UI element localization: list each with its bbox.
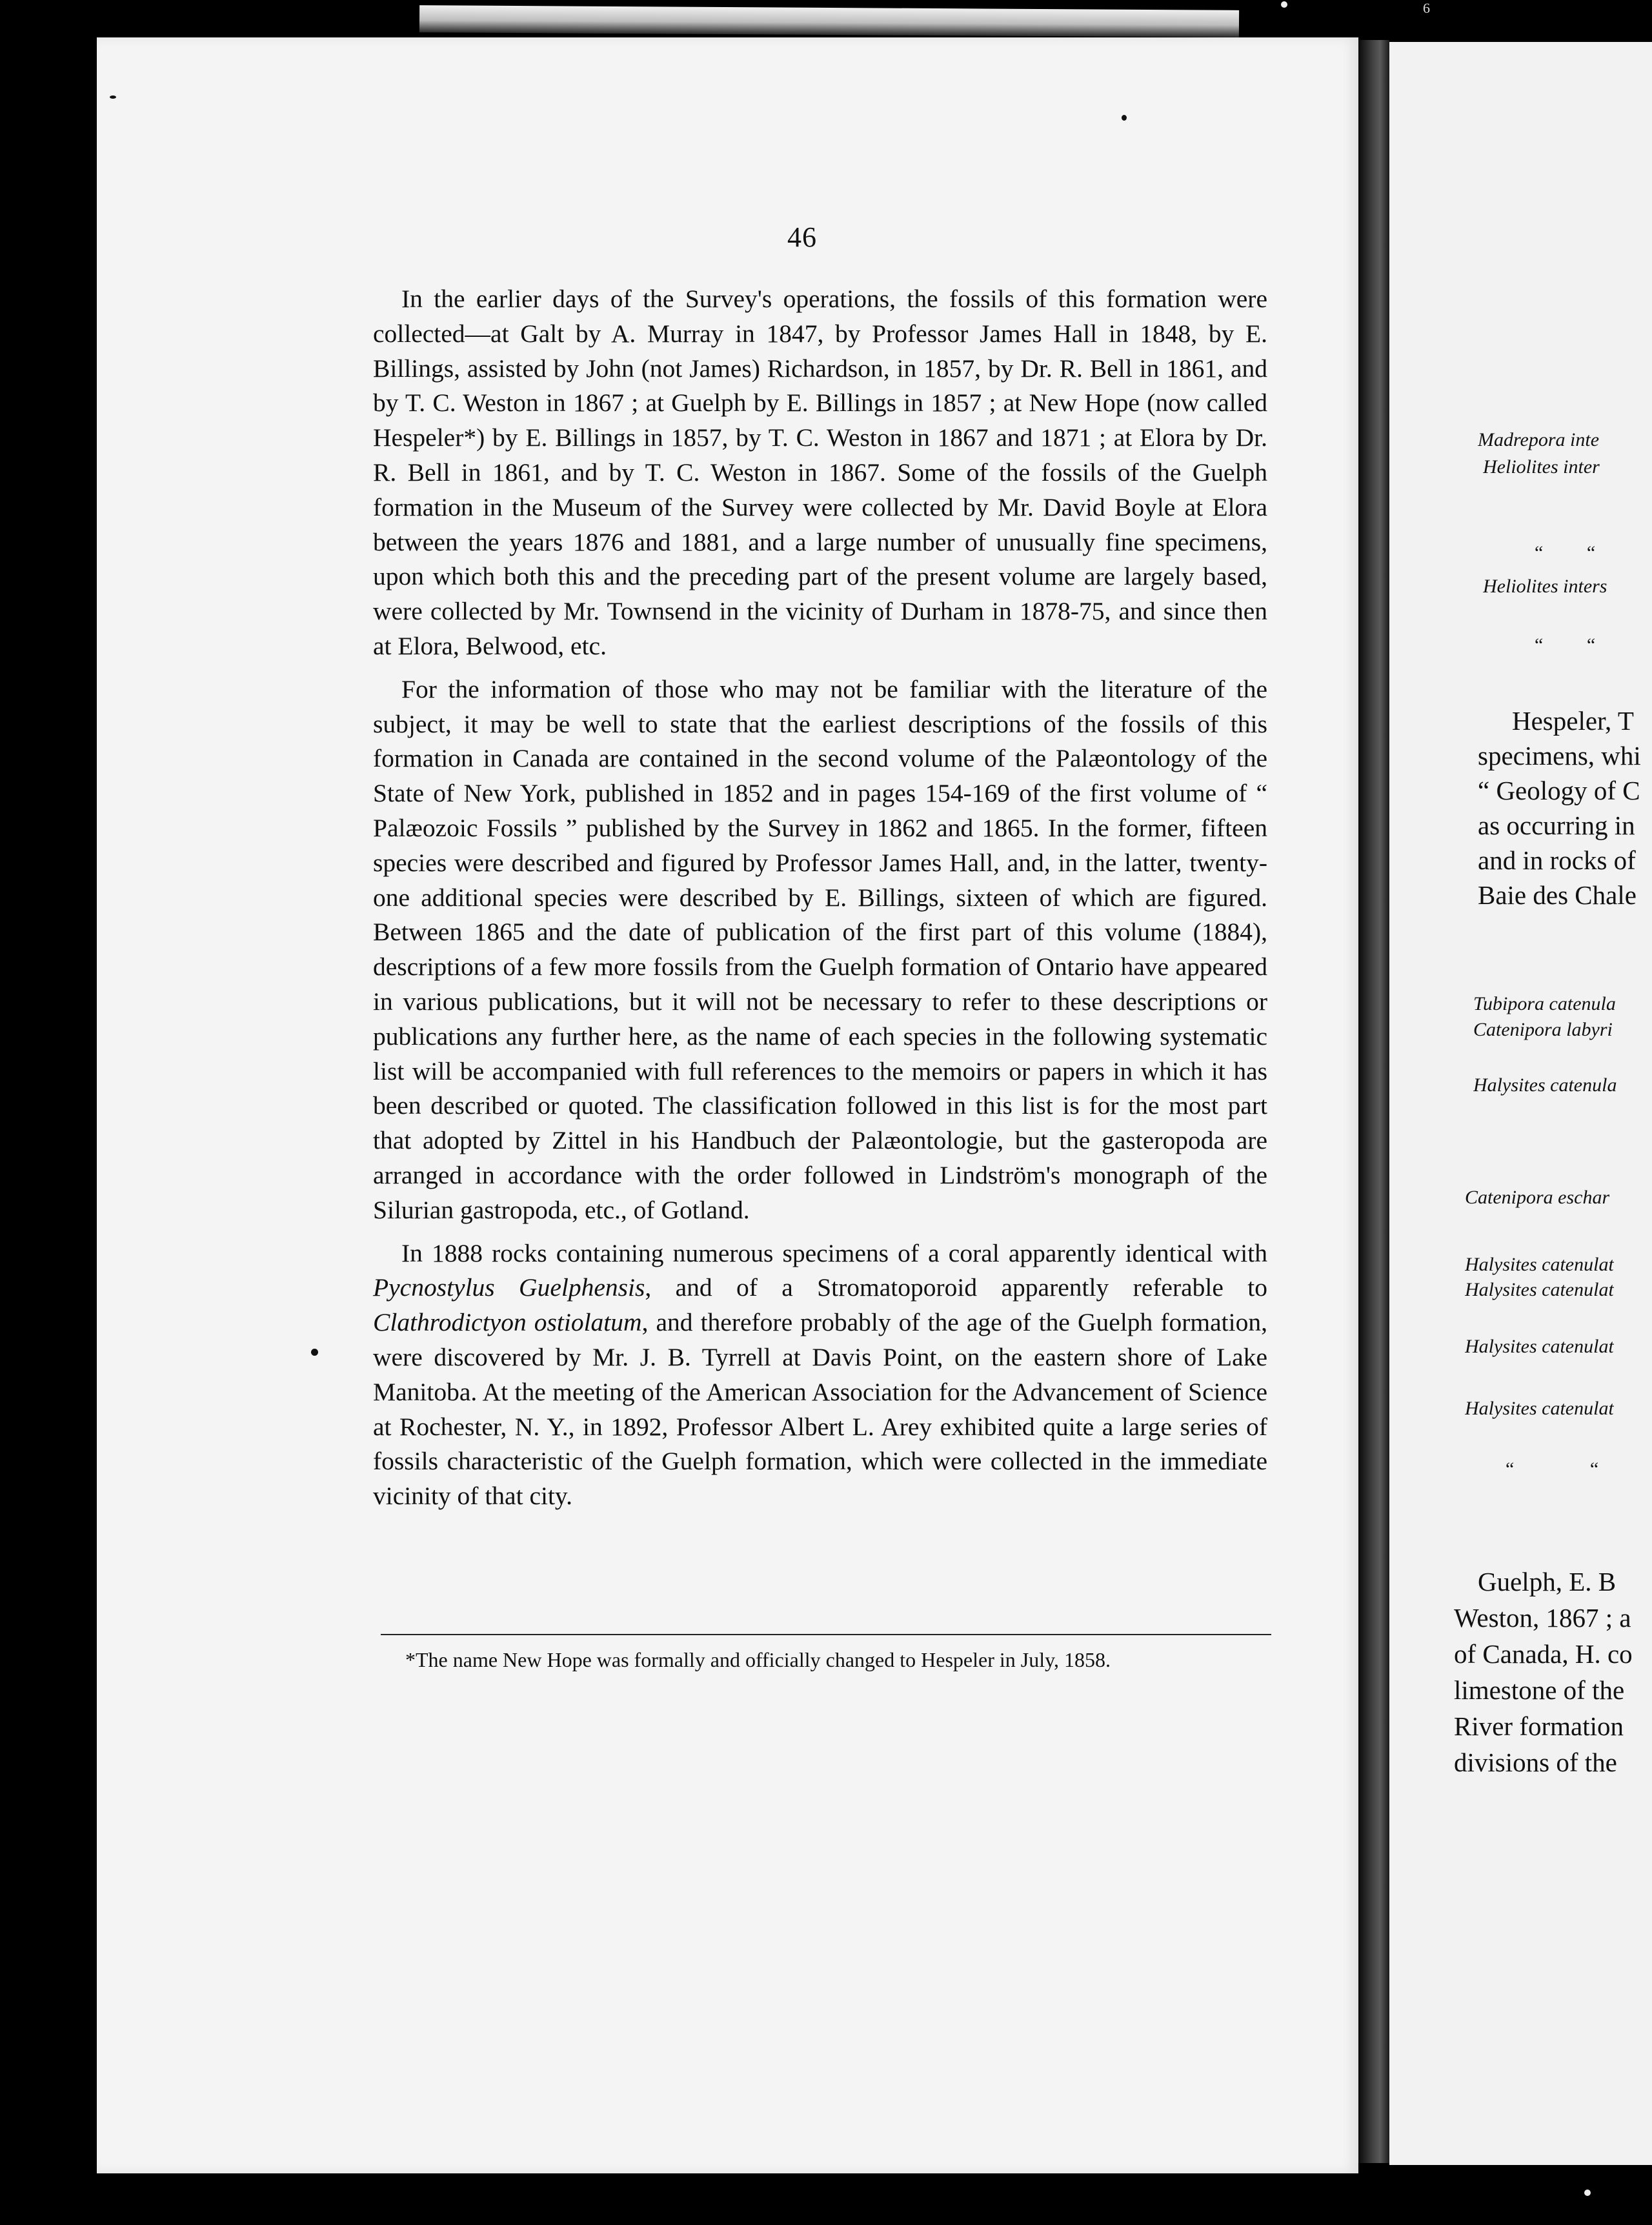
page-number: 46 bbox=[787, 221, 817, 253]
right-page-line: River formation bbox=[1454, 1711, 1624, 1741]
paragraph-text: In 1888 rocks containing numerous specimens of a coral apparently identical with bbox=[401, 1238, 1267, 1267]
right-page-line: limestone of the bbox=[1454, 1675, 1625, 1705]
right-page bbox=[1389, 42, 1652, 2165]
body-text bbox=[373, 282, 1267, 1514]
right-page-line: and in rocks of bbox=[1478, 845, 1636, 875]
right-page-line: “ Geology of C bbox=[1478, 776, 1640, 805]
right-page-line: Heliolites inters bbox=[1483, 576, 1607, 597]
right-page-line: divisions of the bbox=[1454, 1747, 1617, 1777]
right-page-line: Halysites catenula bbox=[1473, 1074, 1617, 1096]
footnote: *The name New Hope was formally and officially changed to Hespeler in July, 1858. bbox=[405, 1648, 1111, 1671]
paragraph: In the earlier days of the Survey's operations, the fossils of this formation were collected—at Galt by A. Murray in 1847, by Professor James Hall in 1848, by E. Billings, assisted by John (not James) Richardson, in 1857, by Dr. R. Bell in 1861, and by T. C. Weston in 1867 ; at Guelph by E. Billings in 1857 ; at New Hope (now called Hespeler*) by E. Billings in 1857, by T. C. Weston in 1867 and 1871 ; at Elora by Dr. R. Bell in 1861, and by T. C. Weston in 1867. Some of the fossils of the Guelph formation in the Museum of the Survey were collected by Mr. David Boyle at Elora between the years 1876 and 1881, and a large number of unusually fine specimens, upon which both this and the preceding part of the present volume are largely based, were collected by Mr. Townsend in the vicinity of Durham in 1878-75, and since then at Elora, Belwood, etc. bbox=[373, 285, 1267, 660]
paragraph-text: , and therefore probably of the age of the Guelph formation, were discovered by Mr. J. B. Tyrrell at Davis Point, on the eastern shore of Lake Manitoba. At the meeting of the American Association for the Advancement of Science at Rochester, N. Y., in 1892, Professor Albert L. Arey exhibited quite a large series of fossils characteristic of the Guelph formation, which were collected in the immediate vicinity of that city. bbox=[373, 1308, 1267, 1511]
right-page-line: specimens, whi bbox=[1478, 741, 1641, 770]
paragraph bbox=[373, 1236, 1267, 1514]
scan-speck bbox=[1281, 1, 1287, 8]
right-page-line: Madrepora inte bbox=[1478, 429, 1600, 450]
scan-speck bbox=[110, 96, 116, 99]
right-page-line: Catenipora labyri bbox=[1473, 1019, 1613, 1040]
book-gutter bbox=[1358, 40, 1389, 2163]
footnote-rule bbox=[381, 1634, 1271, 1635]
species-name: Pycnostylus Guelphensis bbox=[373, 1273, 645, 1302]
right-page-line: Hespeler, T bbox=[1512, 706, 1634, 736]
right-page-line: Heliolites inter bbox=[1483, 456, 1600, 478]
right-page-line: of Canada, H. co bbox=[1454, 1639, 1633, 1669]
right-page-line: Halysites catenulat bbox=[1465, 1398, 1614, 1419]
scan-mark-glyph: 6 bbox=[1423, 0, 1430, 16]
right-page-line: Tubipora catenula bbox=[1473, 993, 1616, 1014]
right-page-line: “ “ bbox=[1506, 1458, 1599, 1480]
scan-speck bbox=[311, 1349, 318, 1356]
right-page-line: Guelph, E. B bbox=[1478, 1567, 1617, 1596]
book-edge-strip bbox=[419, 5, 1239, 37]
paragraph-text: , and of a Stromatoporoid apparently referable to bbox=[645, 1273, 1267, 1302]
scan-speck bbox=[1122, 115, 1127, 121]
right-page-line: Halysites catenulat bbox=[1465, 1279, 1614, 1300]
right-page-line: “ “ bbox=[1535, 634, 1596, 656]
scan-speck bbox=[1584, 2190, 1591, 2196]
right-page-line: as occurring in bbox=[1478, 810, 1635, 840]
right-page-line: Weston, 1867 ; a bbox=[1454, 1603, 1631, 1633]
right-page-line: “ “ bbox=[1535, 542, 1596, 563]
right-page-line: Baie des Chale bbox=[1478, 880, 1637, 910]
right-page-line: Halysites catenulat bbox=[1465, 1336, 1614, 1357]
right-page-line: Catenipora eschar bbox=[1465, 1187, 1610, 1208]
right-page-line: Halysites catenulat bbox=[1465, 1254, 1614, 1275]
paragraph: For the information of those who may not be familiar with the literature of the subject, it may be well to state that the earliest descriptions of the fossils of this formation in Canada are contained in the second volume of the Palæontology of the State of New York, published in 1852 and in pages 154-169 of the first volume of “ Palæozoic Fossils ” published by the Survey in 1862 and 1865. In the former, fifteen species were described and figured by Professor James Hall, and, in the latter, twenty-one additional species were described by E. Billings, sixteen of which are figured. Between 1865 and the date of publication of the first part of this volume (1884), descriptions of a few more fossils from the Guelph formation of Ontario have appeared in various publications, but it will not be necessary to refer to these descriptions or publications any further here, as the name of each species in the following systematic list will be accompanied with full references to the memoirs or papers in which it has been described or quoted. The classification followed in this list is for the most part that adopted by Zittel in his Handbuch der Palæontologie, but the gasteropoda are arranged in accordance with the order followed in Lindström's monograph of the Silurian gastropoda, etc., of Gotland. bbox=[373, 674, 1267, 1224]
species-name: Clathrodictyon ostiolatum bbox=[373, 1308, 642, 1337]
